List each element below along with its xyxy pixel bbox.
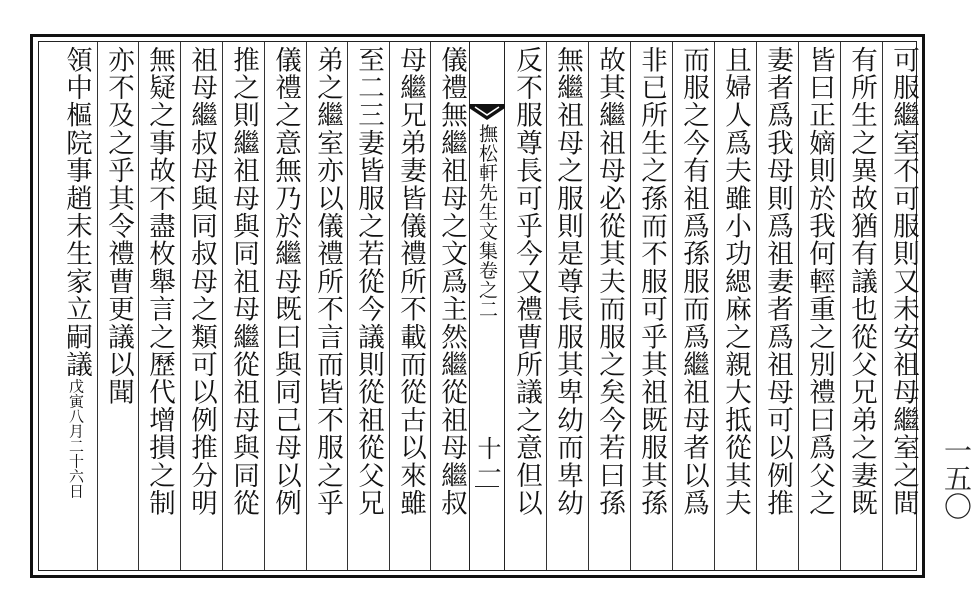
text-column: 皆曰正嫡則於我何輕重之別禮曰爲父之 [804, 46, 835, 517]
text-column: 有所生之異故猶有議也從父兄弟之妻既 [846, 46, 877, 517]
center-rule [475, 486, 499, 487]
text-column: 妻者爲我母則爲祖妻者爲祖母可以例推 [762, 46, 793, 517]
text-column-heading [56, 46, 97, 566]
text-column: 非已所生之孫而不服可乎其祖既服其孫 [636, 46, 667, 517]
text-column: 祖母繼叔母與同叔母之類可以例推分明 [186, 46, 217, 517]
text-column: 母繼兄弟妻皆儀禮所不載而從古以來雖 [395, 46, 426, 517]
text-column: 至二三妻皆服之若從今議則從祖從父兄 [353, 46, 384, 517]
text-column: 且婦人爲夫雖小功緦麻之親大抵從其夫 [720, 46, 751, 517]
text-column: 無疑之事故不盡枚舉言之歷代增損之制 [144, 46, 175, 517]
text-column: 儀禮之意無乃於繼母既曰與同己母以例 [270, 46, 301, 517]
book-title: 撫松軒先生文集卷之二 [476, 124, 498, 319]
scan-page-number: 一五〇 [940, 436, 973, 520]
text-column: 亦不及之乎其令禮曹更議以聞 [103, 46, 134, 407]
text-column: 推之則繼祖母與同祖母繼從祖母與同從 [228, 46, 259, 517]
text-column: 可服繼室不可服則又未安祖母繼室之間 [888, 46, 919, 517]
text-column: 而服之今有祖爲孫服而爲繼祖母者以爲 [678, 46, 709, 517]
text-column: 弟之繼室亦以儀禮所不言而皆不服之乎 [312, 46, 343, 517]
fishtail-mark-icon [469, 104, 505, 122]
text-column: 儀禮無繼祖母之文爲主然繼從祖母繼叔 [436, 46, 467, 517]
heading-text: 領中樞院事趙末生家立嗣議 [61, 46, 92, 379]
page-label: 十一 [473, 436, 501, 484]
text-column: 無繼祖母之服則是尊長服其卑幼而卑幼 [552, 46, 583, 517]
date-note: 戊寅八月二十六日 [67, 378, 85, 499]
text-column: 反不服尊長可乎今又禮曹所議之意但以 [511, 46, 542, 517]
text-column: 故其繼祖母必從其夫而服之矣今若曰孫 [594, 46, 625, 517]
